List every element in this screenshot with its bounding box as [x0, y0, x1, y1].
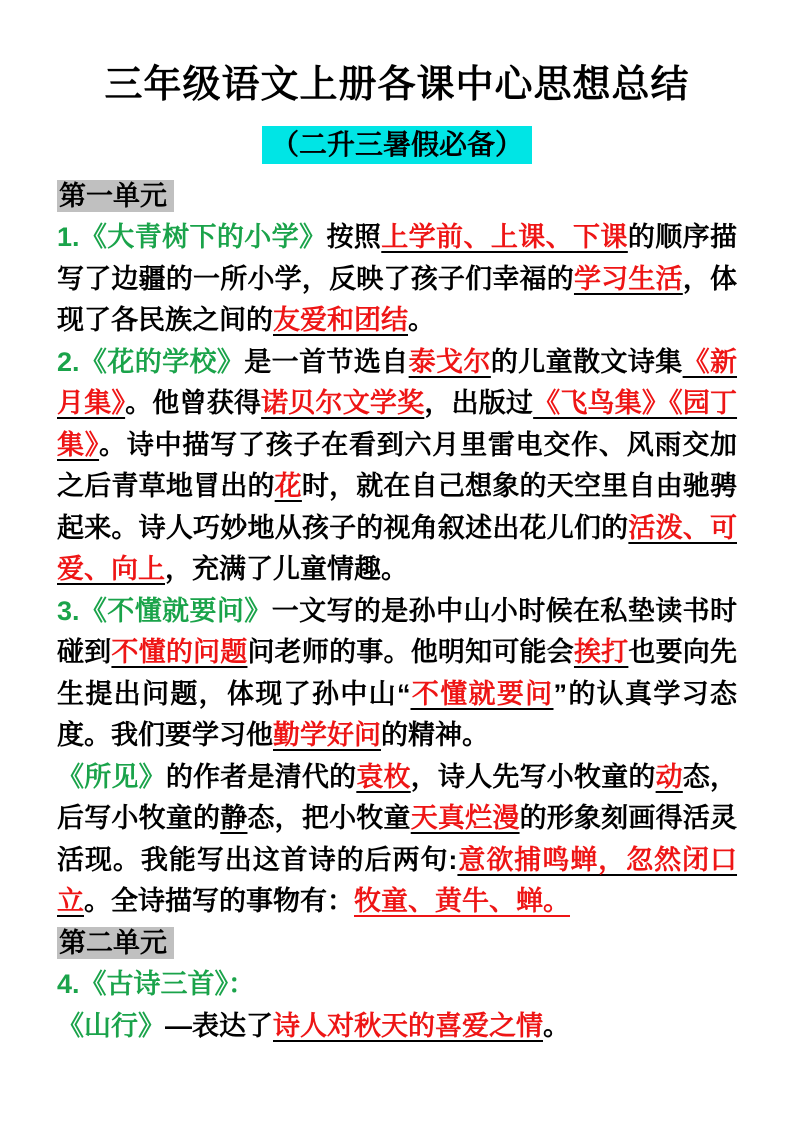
key-phrase: 《新月集》: [57, 346, 738, 419]
text-run: 一文写的是孙中山小时候在私垫读书时碰到: [57, 595, 737, 668]
key-phrase: 袁枚: [356, 761, 411, 792]
page-subtitle: （二升三暑假必备）: [262, 126, 532, 164]
lesson-title: 2.《花的学校》: [57, 346, 245, 377]
lesson-title: 《所见》: [57, 761, 166, 792]
key-phrase: 动: [655, 761, 683, 792]
key-phrase: 不懂就要问: [410, 678, 554, 709]
paragraph: [57, 757, 737, 923]
text-run: ，出版过: [424, 388, 534, 419]
key-phrase: 挨打: [573, 637, 629, 668]
paragraph: [57, 342, 737, 591]
key-phrase: 诺贝尔文学奖: [261, 388, 425, 419]
key-phrase: 《飞鸟集》《园丁集》: [57, 388, 738, 460]
subtitle-row: [57, 126, 737, 164]
text-run: 。他曾获得: [125, 388, 262, 419]
text-run: 。: [408, 305, 435, 336]
text-run: 的形象刻画得活灵活现。我能写出这首诗的后两句:: [57, 803, 738, 875]
section-header: 第二单元: [57, 927, 174, 959]
paragraph: [57, 217, 737, 342]
page-title: 三年级语文上册各课中心思想总结: [104, 64, 690, 106]
key-phrase: 活泼、可爱、向上: [57, 512, 737, 585]
lesson-title: 1.《大青树下的小学》: [57, 222, 327, 253]
section-header: 第一单元: [57, 180, 174, 212]
text-run: 的精神。: [381, 720, 489, 751]
lesson-title: 3.《不懂就要问》: [57, 595, 272, 626]
paragraph: [57, 591, 737, 757]
key-phrase: 上学前、上课、下课: [381, 222, 628, 253]
text-run: 问老师的事。他明知可能会: [247, 637, 574, 668]
key-phrase: 学习生活: [573, 263, 683, 294]
text-run: ，充满了儿童情趣。: [165, 554, 408, 585]
text-run: 的顺序描写了边疆的一所小学，反映了孩子们幸福的: [57, 222, 738, 294]
text-run: ，体现了各民族之间的: [57, 263, 738, 336]
paragraph: [57, 964, 737, 1006]
text-run: 也要向先生提出问题，体现了孙中山“: [57, 637, 738, 709]
key-phrase: 不懂的问题: [111, 637, 248, 668]
key-phrase: 牧童、黄牛、蝉。: [354, 886, 570, 917]
text-run: ，诗人先写小牧童的: [410, 761, 656, 792]
text-run: 态，把小牧童: [247, 803, 411, 834]
text-run: 。全诗描写的事物有：: [84, 886, 354, 917]
key-phrase: 友爱和团结: [273, 305, 408, 336]
key-phrase: 勤学好问: [273, 720, 381, 751]
text-run: 的作者是清代的: [165, 761, 357, 792]
text-run: 。诗中描写了孩子在看到六月里雷电交作、风雨交加之后青草地冒出的: [57, 429, 738, 502]
key-term: 静: [220, 803, 248, 834]
key-phrase: 诗人对秋天的喜爱之情: [273, 1010, 543, 1041]
text-run: ”的认真学习态度。我们要学习他: [57, 678, 737, 751]
document-body: [57, 176, 737, 1048]
text-run: 。: [543, 1010, 570, 1041]
section-row: [57, 923, 737, 965]
paragraph: [57, 1006, 737, 1048]
text-run: 态，后写小牧童的: [57, 761, 738, 834]
section-row: [57, 176, 737, 218]
key-phrase: 天真烂漫: [410, 803, 520, 834]
text-run: —表达了: [165, 1010, 273, 1041]
key-phrase: 意欲捕鸣蝉，忽然闭口立: [57, 844, 738, 917]
text-run: 是一首节选自: [244, 346, 409, 377]
text-run: 按照: [326, 222, 382, 253]
text-run: 的儿童散文诗集: [490, 346, 683, 377]
key-phrase: 泰戈尔: [408, 346, 491, 377]
lesson-title: 4.《古诗三首》：: [57, 969, 256, 1000]
text-run: 时，就在自己想象的天空里自由驰骋起来。诗人巧妙地从孩子的视角叙述出花儿们的: [57, 471, 738, 543]
lesson-title: 《山行》: [57, 1010, 165, 1041]
key-phrase: 花: [274, 471, 302, 502]
